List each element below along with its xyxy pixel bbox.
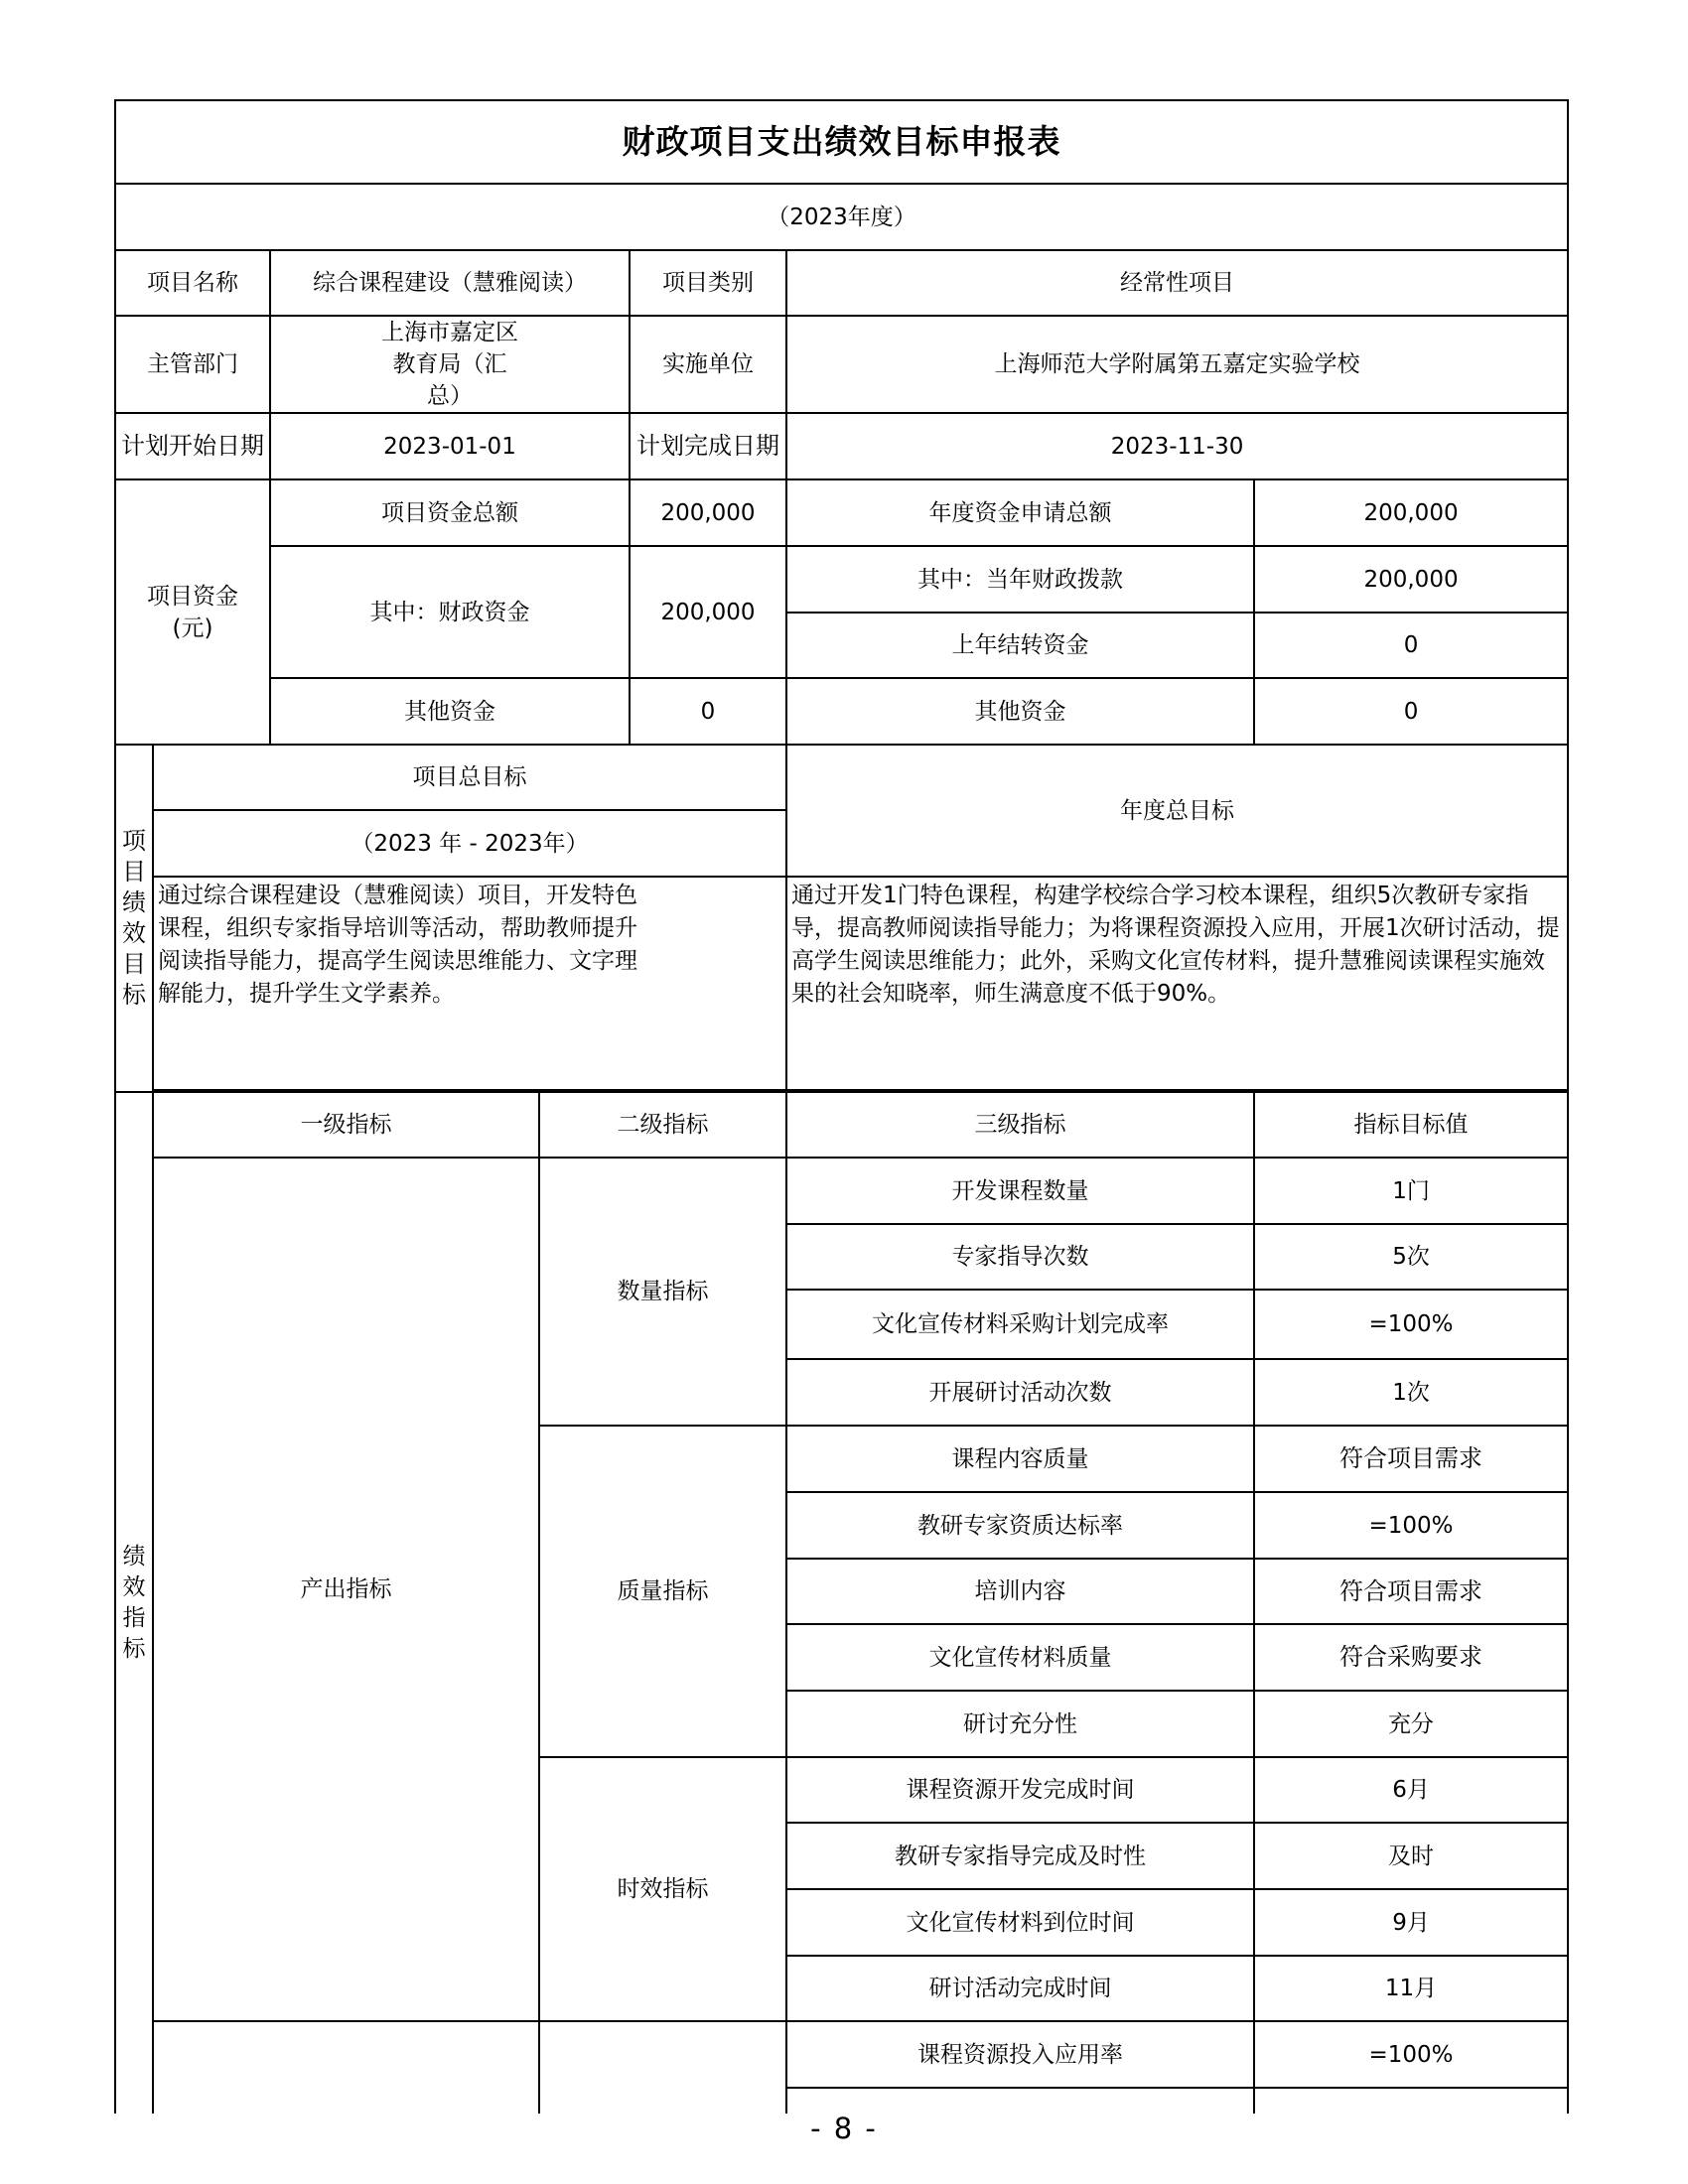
indicator-name: 教研专家资质达标率 xyxy=(786,1492,1254,1559)
indicator-name: 开发课程数量 xyxy=(786,1158,1254,1224)
funds-other-label-2: 其他资金 xyxy=(786,678,1254,745)
page-number: - 8 - xyxy=(810,2112,878,2145)
unit-value: 上海师范大学附属第五嘉定实验学校 xyxy=(786,316,1568,413)
form-table xyxy=(114,99,1569,2114)
project-name-label: 项目名称 xyxy=(115,250,270,316)
indicator-name: 文化宣传材料采购计划完成率 xyxy=(786,1290,1254,1359)
funds-current-label: 其中：当年财政拨款 xyxy=(786,546,1254,613)
indicator-name: 专家指导次数 xyxy=(786,1224,1254,1290)
start-date-value: 2023-01-01 xyxy=(270,413,630,479)
level2-timeliness: 时效指标 xyxy=(539,1757,786,2021)
indicator-name: 研讨充分性 xyxy=(786,1691,1254,1757)
level2-continued xyxy=(539,2021,786,2114)
overall-goal-text: 通过综合课程建设（慧雅阅读）项目，开发特色课程，组织专家指导培训等活动，帮助教师提升阅读指导能力，提高学生阅读思维能力、文字理解能力，提升学生文学素养。 xyxy=(153,877,786,1090)
level2-quality: 质量指标 xyxy=(539,1426,786,1757)
header-level3: 三级指标 xyxy=(786,1092,1254,1158)
level1-continued xyxy=(153,2021,539,2114)
indicator-value: =100% xyxy=(1254,1492,1568,1559)
indicator-name: 课程资源投入应用率 xyxy=(786,2021,1254,2088)
funds-label: 项目资金(元) xyxy=(115,479,270,745)
indicators-side-label: 绩效指标 xyxy=(115,1092,153,2114)
level1-output: 产出指标 xyxy=(153,1158,539,2021)
dept-value: 上海市嘉定区教育局（汇总） xyxy=(270,316,630,413)
header-level2: 二级指标 xyxy=(539,1092,786,1158)
funds-carryover-value: 0 xyxy=(1254,613,1568,678)
indicator-name xyxy=(786,2088,1254,2114)
project-type-value: 经常性项目 xyxy=(786,250,1568,316)
form-title: 财政项目支出绩效目标申报表 xyxy=(115,100,1568,184)
funds-total-label: 项目资金总额 xyxy=(270,479,630,546)
project-type-label: 项目类别 xyxy=(630,250,786,316)
overall-goal-label: 项目总目标 xyxy=(153,745,786,810)
funds-fiscal-label: 其中：财政资金 xyxy=(270,546,630,678)
start-date-label: 计划开始日期 xyxy=(115,413,270,479)
indicator-value: 符合项目需求 xyxy=(1254,1426,1568,1492)
level2-quantity: 数量指标 xyxy=(539,1158,786,1426)
indicator-value: 充分 xyxy=(1254,1691,1568,1757)
indicator-value: 11月 xyxy=(1254,1956,1568,2021)
funds-annual-value: 200,000 xyxy=(1254,479,1568,546)
unit-label: 实施单位 xyxy=(630,316,786,413)
annual-goal-label: 年度总目标 xyxy=(786,745,1568,877)
funds-other-value: 0 xyxy=(630,678,786,745)
indicator-value: 符合项目需求 xyxy=(1254,1559,1568,1624)
indicator-name: 课程资源开发完成时间 xyxy=(786,1757,1254,1823)
indicator-name: 教研专家指导完成及时性 xyxy=(786,1823,1254,1889)
project-name-value: 综合课程建设（慧雅阅读） xyxy=(270,250,630,316)
funds-total-value: 200,000 xyxy=(630,479,786,546)
performance-target-form xyxy=(114,99,1567,2114)
indicator-value: 6月 xyxy=(1254,1757,1568,1823)
header-level1: 一级指标 xyxy=(153,1092,539,1158)
funds-other-label: 其他资金 xyxy=(270,678,630,745)
annual-goal-text: 通过开发1门特色课程，构建学校综合学习校本课程，组织5次教研专家指导，提高教师阅读指导能力；为将课程资源投入应用，开展1次研讨活动，提高学生阅读思维能力；此外，采购文化宣传材料，提升慧雅阅读课程实施效果的社会知晓率，师生满意度不低于90%。 xyxy=(786,877,1568,1090)
indicator-name: 培训内容 xyxy=(786,1559,1254,1624)
indicator-name: 课程内容质量 xyxy=(786,1426,1254,1492)
goals-side-label: 项目绩效目标 xyxy=(115,745,153,1092)
end-date-label: 计划完成日期 xyxy=(630,413,786,479)
funds-carryover-label: 上年结转资金 xyxy=(786,613,1254,678)
indicator-value: 1门 xyxy=(1254,1158,1568,1224)
dept-label: 主管部门 xyxy=(115,316,270,413)
indicator-value: 及时 xyxy=(1254,1823,1568,1889)
end-date-value: 2023-11-30 xyxy=(786,413,1568,479)
header-target: 指标目标值 xyxy=(1254,1092,1568,1158)
indicator-name: 文化宣传材料质量 xyxy=(786,1624,1254,1691)
indicator-name: 研讨活动完成时间 xyxy=(786,1956,1254,2021)
indicator-name: 开展研讨活动次数 xyxy=(786,1359,1254,1426)
indicator-value: 符合采购要求 xyxy=(1254,1624,1568,1691)
indicator-value xyxy=(1254,2088,1568,2114)
indicator-value: =100% xyxy=(1254,2021,1568,2088)
funds-fiscal-value: 200,000 xyxy=(630,546,786,678)
indicator-value: 9月 xyxy=(1254,1889,1568,1956)
indicator-name: 文化宣传材料到位时间 xyxy=(786,1889,1254,1956)
funds-annual-label: 年度资金申请总额 xyxy=(786,479,1254,546)
overall-goal-period: （2023 年 - 2023年） xyxy=(153,810,786,877)
year-line: （2023年度） xyxy=(115,184,1568,250)
funds-other-value-2: 0 xyxy=(1254,678,1568,745)
indicator-value: =100% xyxy=(1254,1290,1568,1359)
funds-current-value: 200,000 xyxy=(1254,546,1568,613)
indicator-value: 5次 xyxy=(1254,1224,1568,1290)
indicator-value: 1次 xyxy=(1254,1359,1568,1426)
